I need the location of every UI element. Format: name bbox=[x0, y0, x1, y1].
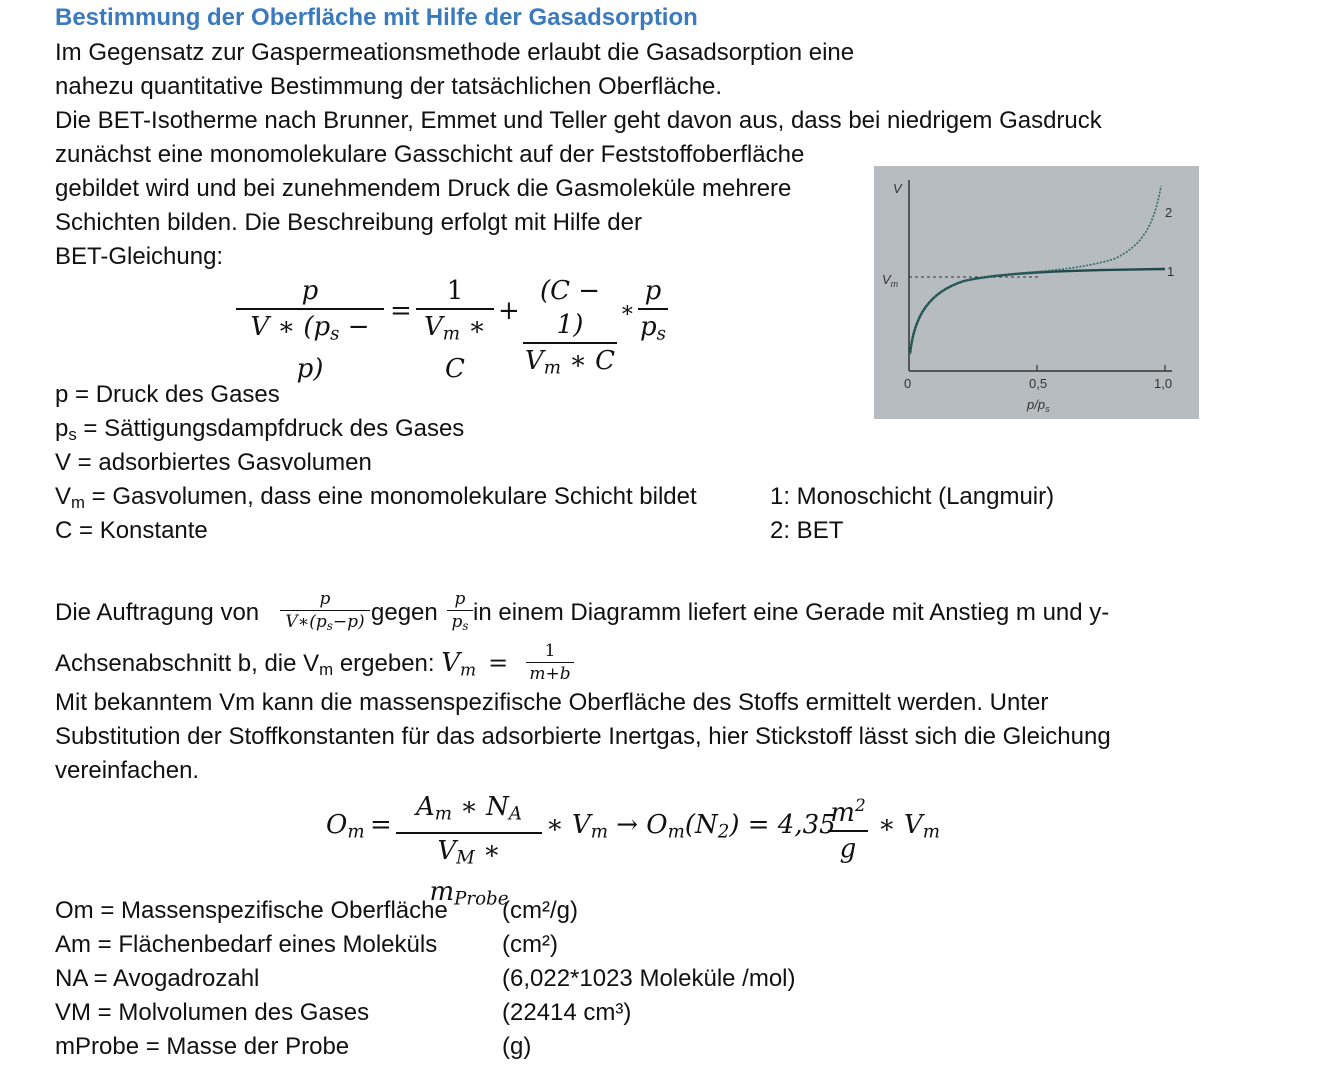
definition-c: C = Konstante bbox=[55, 517, 208, 544]
plot-text-before: Die Auftragung von bbox=[55, 599, 260, 626]
intro-line-2: nahezu quantitative Bestimmung der tatsächlichen Oberfläche. bbox=[55, 73, 723, 100]
plot-frac-1: p $V∗(p_s-p)$ bbox=[280, 588, 370, 637]
definition-v: V = adsorbiertes Gasvolumen bbox=[55, 449, 372, 476]
bet-term2-fraction bbox=[523, 274, 617, 386]
intro-line-1: Im Gegensatz zur Gaspermeationsmethode erlaubt die Gasadsorption eine bbox=[55, 39, 855, 66]
unit-label-mprobe: mProbe = Masse der Probe bbox=[55, 1033, 350, 1060]
bet-plus: + bbox=[498, 296, 520, 326]
paragraph2-line-3: vereinfachen. bbox=[55, 757, 200, 784]
unit-value-na: (6,022*1023 Moleküle /mol) bbox=[502, 965, 796, 992]
isotherm-figure bbox=[874, 166, 1199, 419]
isotherm-plot bbox=[874, 166, 1199, 419]
bet-term1-numerator: 1 bbox=[446, 276, 464, 306]
unit-value-mprobe: (g) bbox=[502, 1033, 532, 1060]
bet-term1-fraction bbox=[416, 274, 494, 386]
legend-line-1: 1: Monoschicht (Langmuir) bbox=[770, 483, 1055, 510]
unit-label-om: Om = Massenspezifische Oberfläche bbox=[55, 897, 448, 924]
om-tail: ∗ $V_m$ bbox=[878, 810, 940, 843]
intro-line-5: gebildet wird und bei zunehmendem Druck die Gasmoleküle mehrere bbox=[55, 175, 792, 202]
curve-langmuir bbox=[910, 269, 1165, 354]
x-tick-label-0: 0 bbox=[904, 376, 912, 391]
legend-line-2: 2: BET bbox=[770, 517, 844, 544]
plot-text-middle: gegen bbox=[371, 599, 438, 626]
bet-times: ∗ bbox=[620, 298, 635, 323]
om-denominator: $V_M$ ∗ $m_{Probe}$ bbox=[429, 835, 509, 910]
paragraph2-line-2: Substitution der Stoffkonstanten für das adsorbierte Inertgas, hier Stickstoff lässt sich die Gleichung bbox=[55, 723, 1111, 750]
bet-term1-denominator: $V_m$ ∗ C bbox=[424, 312, 486, 384]
x-axis-label: $p/p_s$ bbox=[1027, 397, 1050, 414]
definition-vm: $V_m$ = Gasvolumen, dass eine monomolekulare Schicht bildet bbox=[55, 483, 697, 513]
intro-line-4: zunächst eine monomolekulare Gasschicht auf der Feststoffoberfläche bbox=[55, 141, 805, 168]
om-lhs: $O_m$ bbox=[326, 810, 365, 843]
vm-label: $V_m$ bbox=[882, 272, 899, 289]
curve-1-label: 1 bbox=[1167, 264, 1175, 279]
bet-term3-fraction bbox=[638, 274, 668, 352]
unit-label-vm: VM = Molvolumen des Gases bbox=[55, 999, 370, 1026]
intro-line-6: Schichten bilden. Die Beschreibung erfolgt mit Hilfe der bbox=[55, 209, 642, 236]
om-equals: = bbox=[370, 810, 392, 840]
intro-line-3: Die BET-Isotherme nach Brunner, Emmet und Teller geht davon aus, dass bei niedrigem Gasdruck bbox=[55, 107, 1102, 134]
bet-term3-denominator: $p_s$ bbox=[640, 312, 666, 345]
unit-value-om: (cm²/g) bbox=[502, 897, 578, 924]
bet-term3-numerator: p bbox=[644, 276, 662, 306]
bet-lhs-numerator: p bbox=[301, 276, 319, 306]
plot-text-line2: Achsenabschnitt b, die $V_m$ ergeben: $V_m$ = bbox=[55, 648, 509, 681]
bet-term2-numerator: (C − 1) bbox=[539, 276, 601, 340]
unit-value-vm: (22414 cm³) bbox=[502, 999, 632, 1026]
bet-term2-denominator: $V_m$ ∗ C bbox=[524, 346, 616, 379]
intro-line-7: BET-Gleichung: bbox=[55, 243, 224, 270]
bet-lhs-fraction bbox=[236, 274, 384, 386]
x-tick-label-05: 0,5 bbox=[1029, 376, 1048, 391]
definition-p: p = Druck des Gases bbox=[55, 381, 280, 408]
plot-text-after: in einem Diagramm liefert eine Gerade mit Anstieg m und y- bbox=[473, 599, 1110, 626]
definition-ps: $p_s$ = Sättigungsdampfdruck des Gases bbox=[55, 415, 465, 445]
plot-frac-2: p $p_s$ bbox=[447, 588, 473, 637]
paragraph2-line-1: Mit bekanntem Vm kann die massenspezifische Oberfläche des Stoffs ermittelt werden. Unter bbox=[55, 689, 1049, 716]
bet-lhs-denominator: V ∗ $(p_s - p)$ bbox=[250, 312, 370, 384]
om-after: ∗ $V_m \to O_m(N_2) = 4,35$ bbox=[546, 810, 836, 843]
bet-equals: = bbox=[390, 296, 412, 326]
x-tick-label-10: 1,0 bbox=[1154, 376, 1173, 391]
om-unit-fraction: $m^2$ g bbox=[828, 788, 868, 866]
page-title: Bestimmung der Oberfläche mit Hilfe der Gasadsorption bbox=[55, 4, 698, 31]
y-axis-label: V bbox=[893, 181, 902, 196]
vm-fraction: 1 m+b bbox=[526, 640, 574, 685]
unit-label-am: Am = Flächenbedarf eines Moleküls bbox=[55, 931, 438, 958]
unit-value-am: (cm²) bbox=[502, 931, 558, 958]
om-numerator: $A_m$ ∗ $N_A$ bbox=[415, 792, 523, 825]
unit-label-na: NA = Avogadrozahl bbox=[55, 965, 260, 992]
curve-2-label: 2 bbox=[1165, 205, 1173, 220]
